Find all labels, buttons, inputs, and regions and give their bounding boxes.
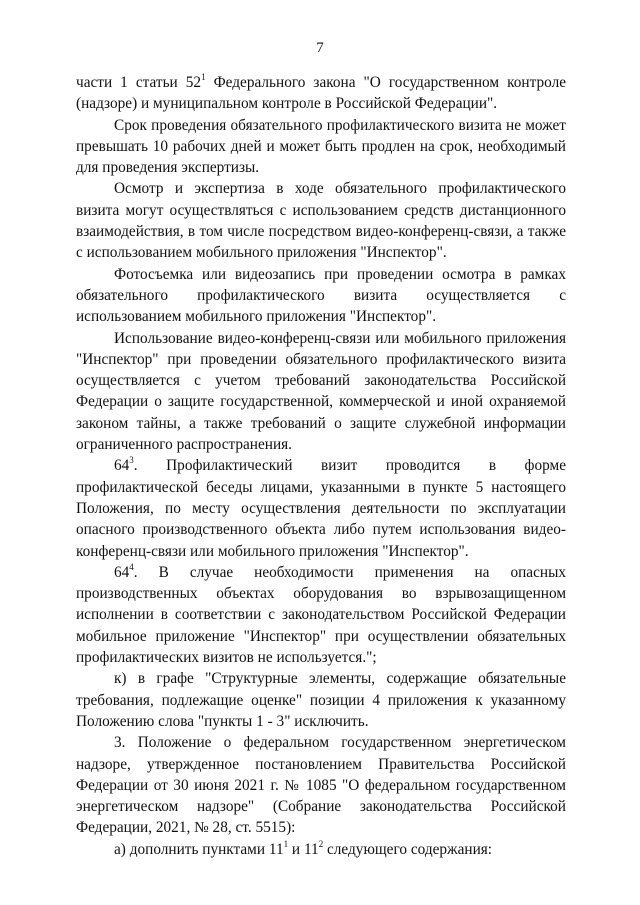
text-run: следующего содержания:	[323, 840, 493, 858]
text-run: 3. Положение о федеральном государственном энергетическом надзоре, утвержденное постановлением Правительства Российской Федерации от 30 июня 2021 г. № 1085 "О федеральном государственном энергетическом надзоре" (Собрание законодательства Российской Федерации, 2021, № 28, ст. 5515):	[76, 734, 566, 837]
superscript: 1	[283, 838, 289, 849]
superscript: 1	[201, 71, 206, 82]
paragraph	[76, 178, 566, 263]
text-run: Фотосъемка или видеозапись при проведении осмотра в рамках обязательного профилактического визита осуществляется с использованием мобильного приложения "Инспектор".	[76, 265, 566, 326]
text-run: . В случае необходимости применения на опасных производственных объектах оборудования во взрывозащищенном исполнении в соответствии с законодательством Российской Федерации мобильное приложение "Инспектор" при осуществлении обязательных профилактических визитов не используется.";	[76, 563, 566, 667]
text-run: а) дополнить пунктами 11	[114, 840, 284, 858]
text-run: части 1 статьи 52	[76, 74, 202, 91]
text-run: . Профилактический визит проводится в форме профилактической беседы лицами, указанными в пункте 5 настоящего Положения, по месту осуществления деятельности по эксплуатации опасного производственного объекта либо путем использования видео-конференц-связи или мобильного приложения "Инспектор".	[76, 457, 566, 560]
text-run: Осмотр и экспертиза в ходе обязательного профилактического визита могут осуществляться с использованием средств дистанционного взаимодействия, в том числе посредством видео-конференц-связи, а также с использованием мобильного приложения "Инспектор".	[76, 180, 566, 262]
page-number: 7	[316, 40, 324, 56]
paragraph	[76, 562, 566, 668]
text-run: Федерального закона "О государственном контроле (надзоре) и муниципальном контроле в Российской Федерации".	[76, 74, 566, 113]
text-run: к) в графе "Структурные элементы, содержащие обязательные требования, подлежащие оценке" позиции 4 приложения к указанному Положению слова "пункты 1 - 3" исключить.	[76, 670, 566, 730]
paragraph	[76, 264, 566, 328]
text-run: 64	[114, 563, 130, 581]
text-run: и 11	[288, 840, 319, 858]
paragraph	[76, 455, 566, 561]
paragraph	[76, 115, 566, 179]
superscript: 3	[129, 455, 134, 466]
document-body	[76, 72, 566, 860]
paragraph	[76, 839, 566, 860]
superscript: 4	[129, 561, 134, 572]
text-run: 64	[114, 457, 130, 475]
text-run: Срок проведения обязательного профилактического визита не может превышать 10 рабочих дней и может быть продлен на срок, необходимый для проведения экспертизы.	[76, 116, 566, 177]
superscript: 2	[318, 838, 324, 849]
paragraph	[76, 668, 566, 732]
paragraph	[76, 72, 566, 115]
paragraph	[76, 732, 566, 838]
paragraph	[76, 328, 566, 456]
text-run: Использование видео-конференц-связи или мобильного приложения "Инспектор" при проведении обязательного профилактического визита осуществляется с учетом требований законодательства Российской Федерации о защите государственной, коммерческой и иной охраняемой законом тайны, а также требований о защите служебной информации ограниченного распространения.	[76, 329, 566, 454]
